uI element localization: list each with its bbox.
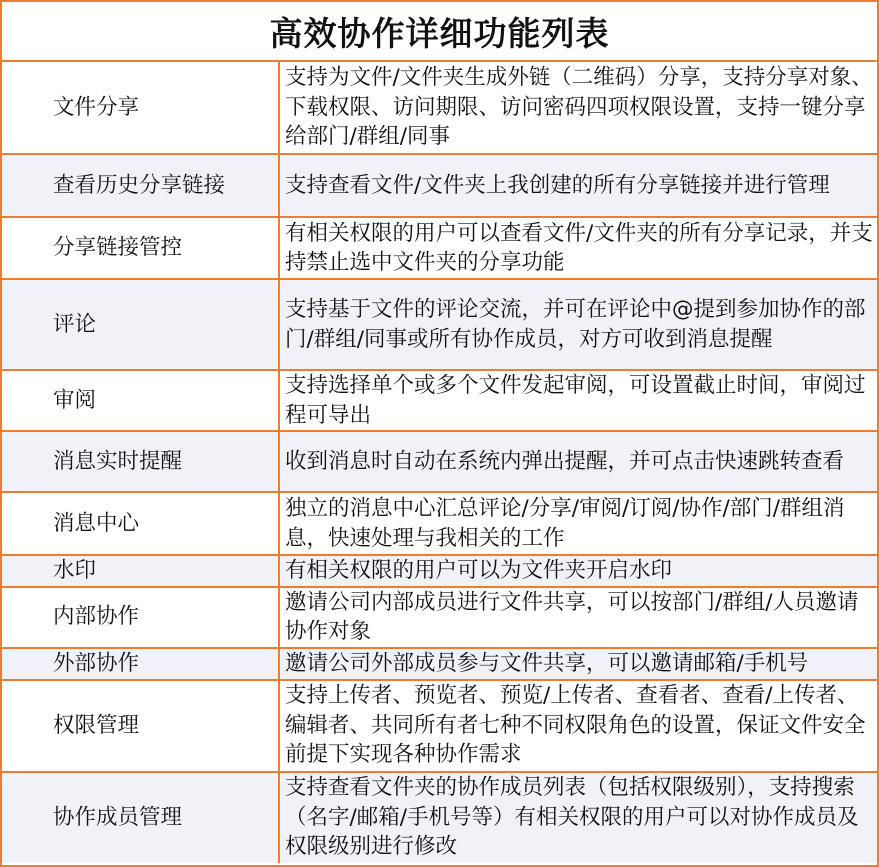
feature-name: 消息实时提醒 [2, 431, 279, 492]
feature-description: 支持基于文件的评论交流，并可在评论中@提到参加协作的部门/群组/同事或所有协作成员，对方可收到消息提醒 [279, 279, 877, 370]
table-row [2, 62, 877, 154]
table-row [2, 431, 877, 492]
feature-name: 分享链接管控 [2, 217, 279, 279]
feature-description: 有相关权限的用户可以查看文件/文件夹的所有分享记录，并支持禁止选中文件夹的分享功能 [279, 217, 877, 279]
feature-description: 支持为文件/文件夹生成外链（二维码）分享，支持分享对象、下载权限、访问期限、访问密码四项权限设置，支持一键分享给部门/群组/同事 [279, 62, 877, 154]
table-row [2, 772, 877, 863]
feature-name: 水印 [2, 555, 279, 587]
feature-name: 审阅 [2, 370, 279, 431]
feature-description: 支持查看文件夹的协作成员列表（包括权限级别），支持搜索（名字/邮箱/手机号等）有相关权限的用户可以对协作成员及权限级别进行修改 [279, 772, 877, 863]
feature-name: 文件分享 [2, 62, 279, 154]
feature-description: 邀请公司外部成员参与文件共享，可以邀请邮箱/手机号 [279, 648, 877, 680]
table-row [2, 370, 877, 431]
feature-name: 内部协作 [2, 587, 279, 648]
feature-name: 评论 [2, 279, 279, 370]
feature-description: 支持查看文件/文件夹上我创建的所有分享链接并进行管理 [279, 154, 877, 217]
feature-name: 权限管理 [2, 680, 279, 772]
feature-description: 收到消息时自动在系统内弹出提醒，并可点击快速跳转查看 [279, 431, 877, 492]
table-row [2, 279, 877, 370]
table-row [2, 555, 877, 587]
feature-description: 独立的消息中心汇总评论/分享/审阅/订阅/协作/部门/群组消息，快速处理与我相关的工作 [279, 492, 877, 555]
table-row [2, 154, 877, 217]
table-row [2, 217, 877, 279]
feature-description: 有相关权限的用户可以为文件夹开启水印 [279, 555, 877, 587]
feature-name: 协作成员管理 [2, 772, 279, 863]
feature-name: 外部协作 [2, 648, 279, 680]
feature-description: 支持上传者、预览者、预览/上传者、查看者、查看/上传者、编辑者、共同所有者七种不同权限角色的设置，保证文件安全前提下实现各种协作需求 [279, 680, 877, 772]
feature-description: 支持选择单个或多个文件发起审阅，可设置截止时间，审阅过程可导出 [279, 370, 877, 431]
table-row [2, 587, 877, 648]
table-title: 高效协作详细功能列表 [2, 2, 877, 62]
table-row [2, 680, 877, 772]
feature-table [2, 62, 877, 863]
table-row [2, 492, 877, 555]
feature-name: 消息中心 [2, 492, 279, 555]
table-row [2, 648, 877, 680]
feature-description: 邀请公司内部成员进行文件共享，可以按部门/群组/人员邀请协作对象 [279, 587, 877, 648]
feature-name: 查看历史分享链接 [2, 154, 279, 217]
